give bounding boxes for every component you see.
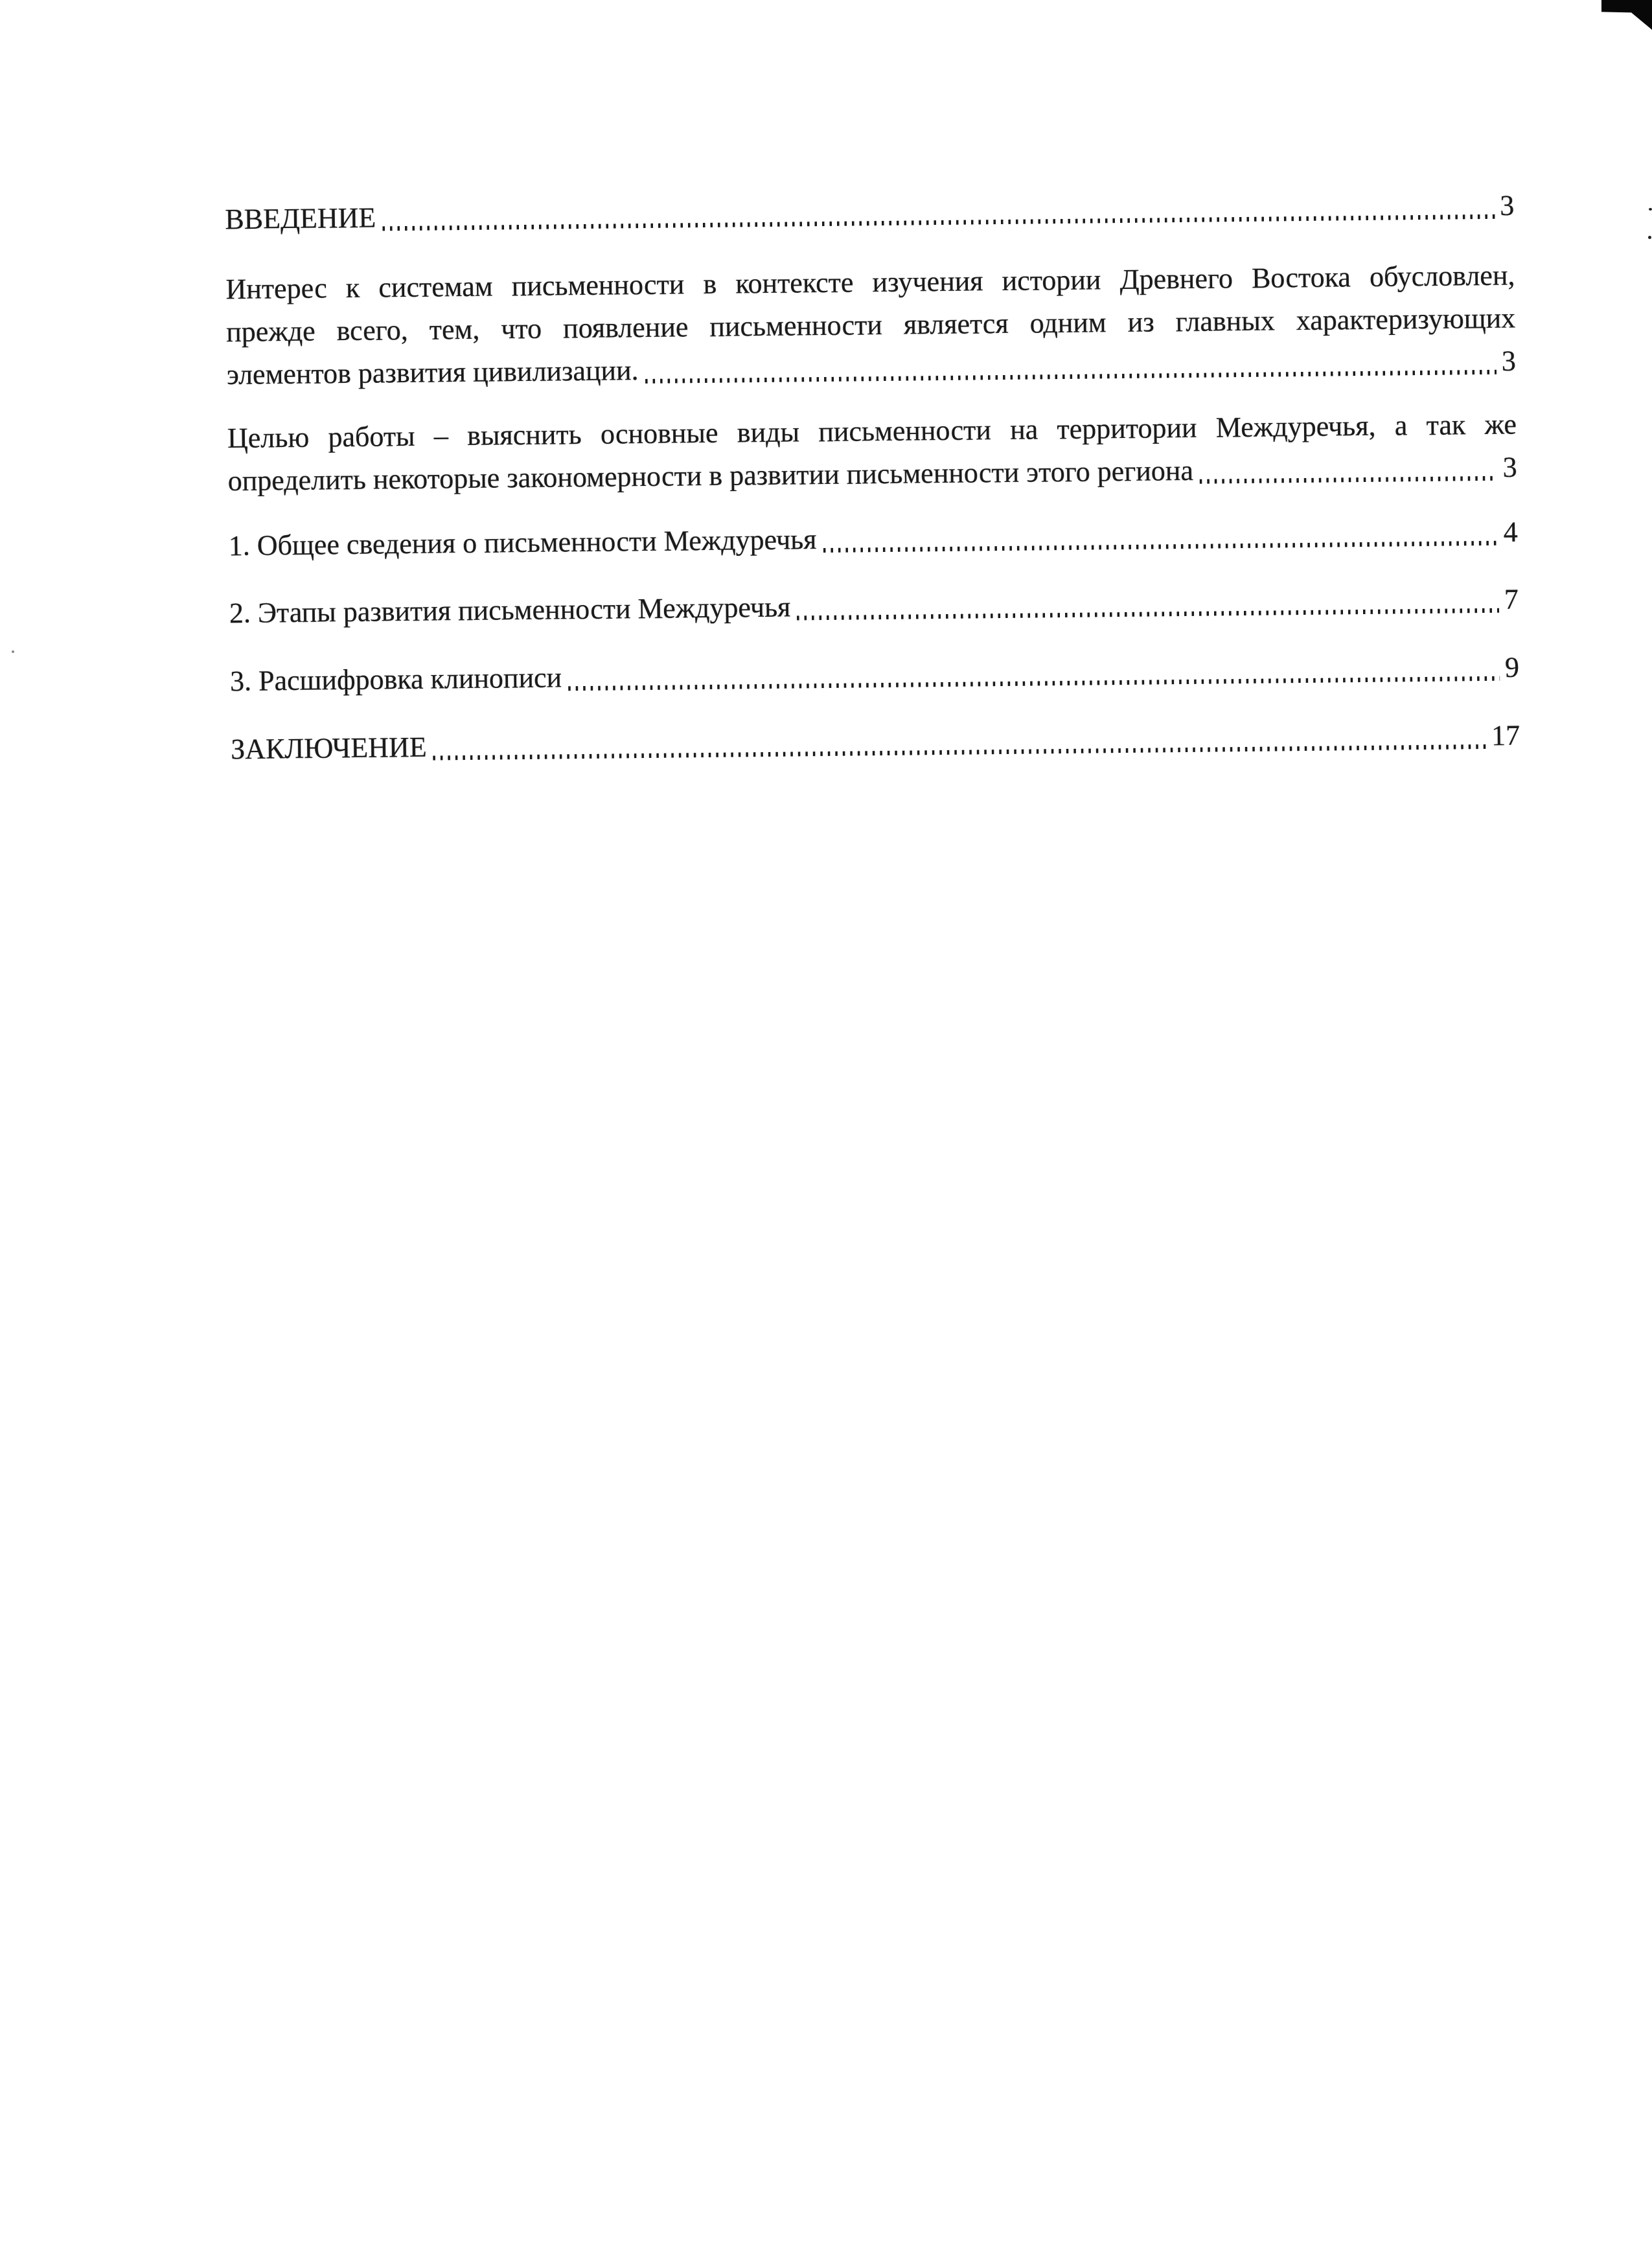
toc-entry-label: 1. Общее сведения о письменности Междуречья <box>228 523 817 562</box>
toc-entry-section-3 <box>230 646 1520 703</box>
scan-speck <box>12 650 14 653</box>
toc-page-number: 3 <box>1502 451 1517 483</box>
toc-page-number: 4 <box>1503 516 1518 548</box>
toc-entry-introduction <box>225 184 1515 241</box>
paragraph-line: Интерес к системам письменности в контексте изучения истории Древнего Востока обусловлен, <box>225 259 1515 305</box>
dot-leader <box>797 608 1499 621</box>
paragraph-line: Целью работы – выяснить основные виды письменности на территории Междуречья, а так же <box>227 408 1517 454</box>
scan-speck <box>1648 236 1651 239</box>
toc-page-number: 7 <box>1504 583 1519 615</box>
paragraph-line: прежде всего, тем, что появление письменности является одним из главных характеризующих <box>225 302 1516 348</box>
toc-paragraph-goal <box>227 403 1517 503</box>
dot-leader <box>433 744 1487 761</box>
scan-speck <box>1649 208 1652 211</box>
toc-entry-section-1 <box>228 510 1518 567</box>
toc-page-number: 9 <box>1504 651 1520 683</box>
table-of-contents <box>225 184 1520 770</box>
dot-leader <box>568 676 1500 691</box>
toc-entry-conclusion <box>231 714 1520 771</box>
dot-leader <box>645 370 1497 384</box>
toc-page-number: 3 <box>1499 189 1515 222</box>
dot-leader <box>823 541 1498 553</box>
paragraph-line: определить некоторые закономерности в развитии письменности этого региона <box>227 454 1194 497</box>
toc-entry-label: 3. Расшифровка клинописи <box>229 661 562 697</box>
scanner-corner-artifact <box>1601 0 1652 30</box>
toc-paragraph-interest <box>225 254 1516 396</box>
dot-leader <box>382 214 1495 231</box>
toc-page-number: 17 <box>1491 719 1520 751</box>
toc-entry-label: 2. Этапы развития письменности Междуречья <box>229 591 791 629</box>
toc-entry-label: ЗАКЛЮЧЕНИЕ <box>230 731 427 765</box>
toc-entry-section-2 <box>229 578 1519 635</box>
dot-leader <box>1200 476 1498 484</box>
paragraph-line: элементов развития цивилизации. <box>226 354 639 391</box>
toc-page-number: 3 <box>1501 345 1517 377</box>
toc-entry-label: ВВЕДЕНИЕ <box>225 201 376 235</box>
